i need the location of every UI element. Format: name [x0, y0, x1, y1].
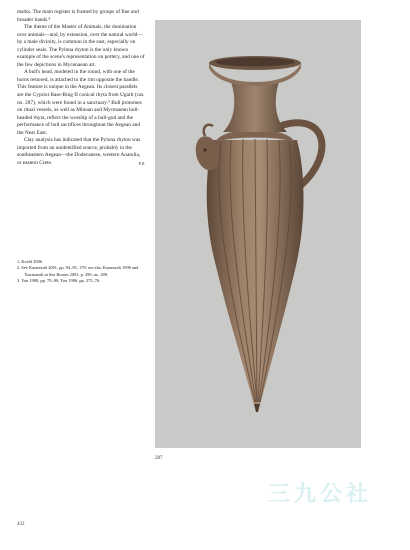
body-paragraph-text: Clay analysis has indicated that the Pylona rhyton was imported from an unidentified source, probably in the southeastern Aegean—the Dodecanese, western Anatolia, or eastern Crete.: [17, 137, 141, 166]
author-initials: FZ: [138, 160, 145, 166]
footnote: 3. Yon 1980, pp. 79–80; Yon 1986, pp. 275–76.: [17, 278, 101, 284]
footnote: 1. Koehl 2006.: [17, 259, 44, 264]
page-number: 432: [17, 522, 25, 527]
figure-number: 287: [155, 456, 163, 461]
body-paragraph: A bull's head, modeled in the round, with one of the horns restored, is attached to the rim opposite the handle. This feature is unique in the Aegean. Its closest parallels are the Cypriot Base-Ring II conical rhyta from Ugarit (cat. no. 287), which were found in a sanctuary.⁹ Bull protomes on ritual vessels, as well as Minoan and Mycenaean bull-headed rhyta, reflect the worship of a bull-god and the performance of bull sacrifices throughout the Aegean and the Near East.: [17, 69, 145, 136]
main-text-column: [17, 9, 145, 167]
body-paragraph: The theme of the Master of Animals, the domination over animals—and, by extension, over the natural world—by a male divinity, is common in the east, especially on cylinder seals. The Pylona rhyton is the only known example of the scene's representation on pottery, and one of the few depictions in Mycenaean art.: [17, 24, 145, 68]
body-paragraph: [17, 137, 145, 167]
watermark-logo: 三九公社: [268, 482, 373, 507]
footnote: 2. See Karantzali 2001, pp. 94–95, 178; see also Karantzali 1998 and Karantzali in Sea Routes 2003, p. 296, no. 288.: [17, 265, 139, 277]
rhyton-vessel-image: [155, 20, 361, 448]
rhyton-photograph: [155, 20, 361, 448]
footnotes: [17, 259, 145, 285]
body-paragraph: marks. The main register is framed by groups of fine and broader bands.⁸: [17, 9, 139, 23]
